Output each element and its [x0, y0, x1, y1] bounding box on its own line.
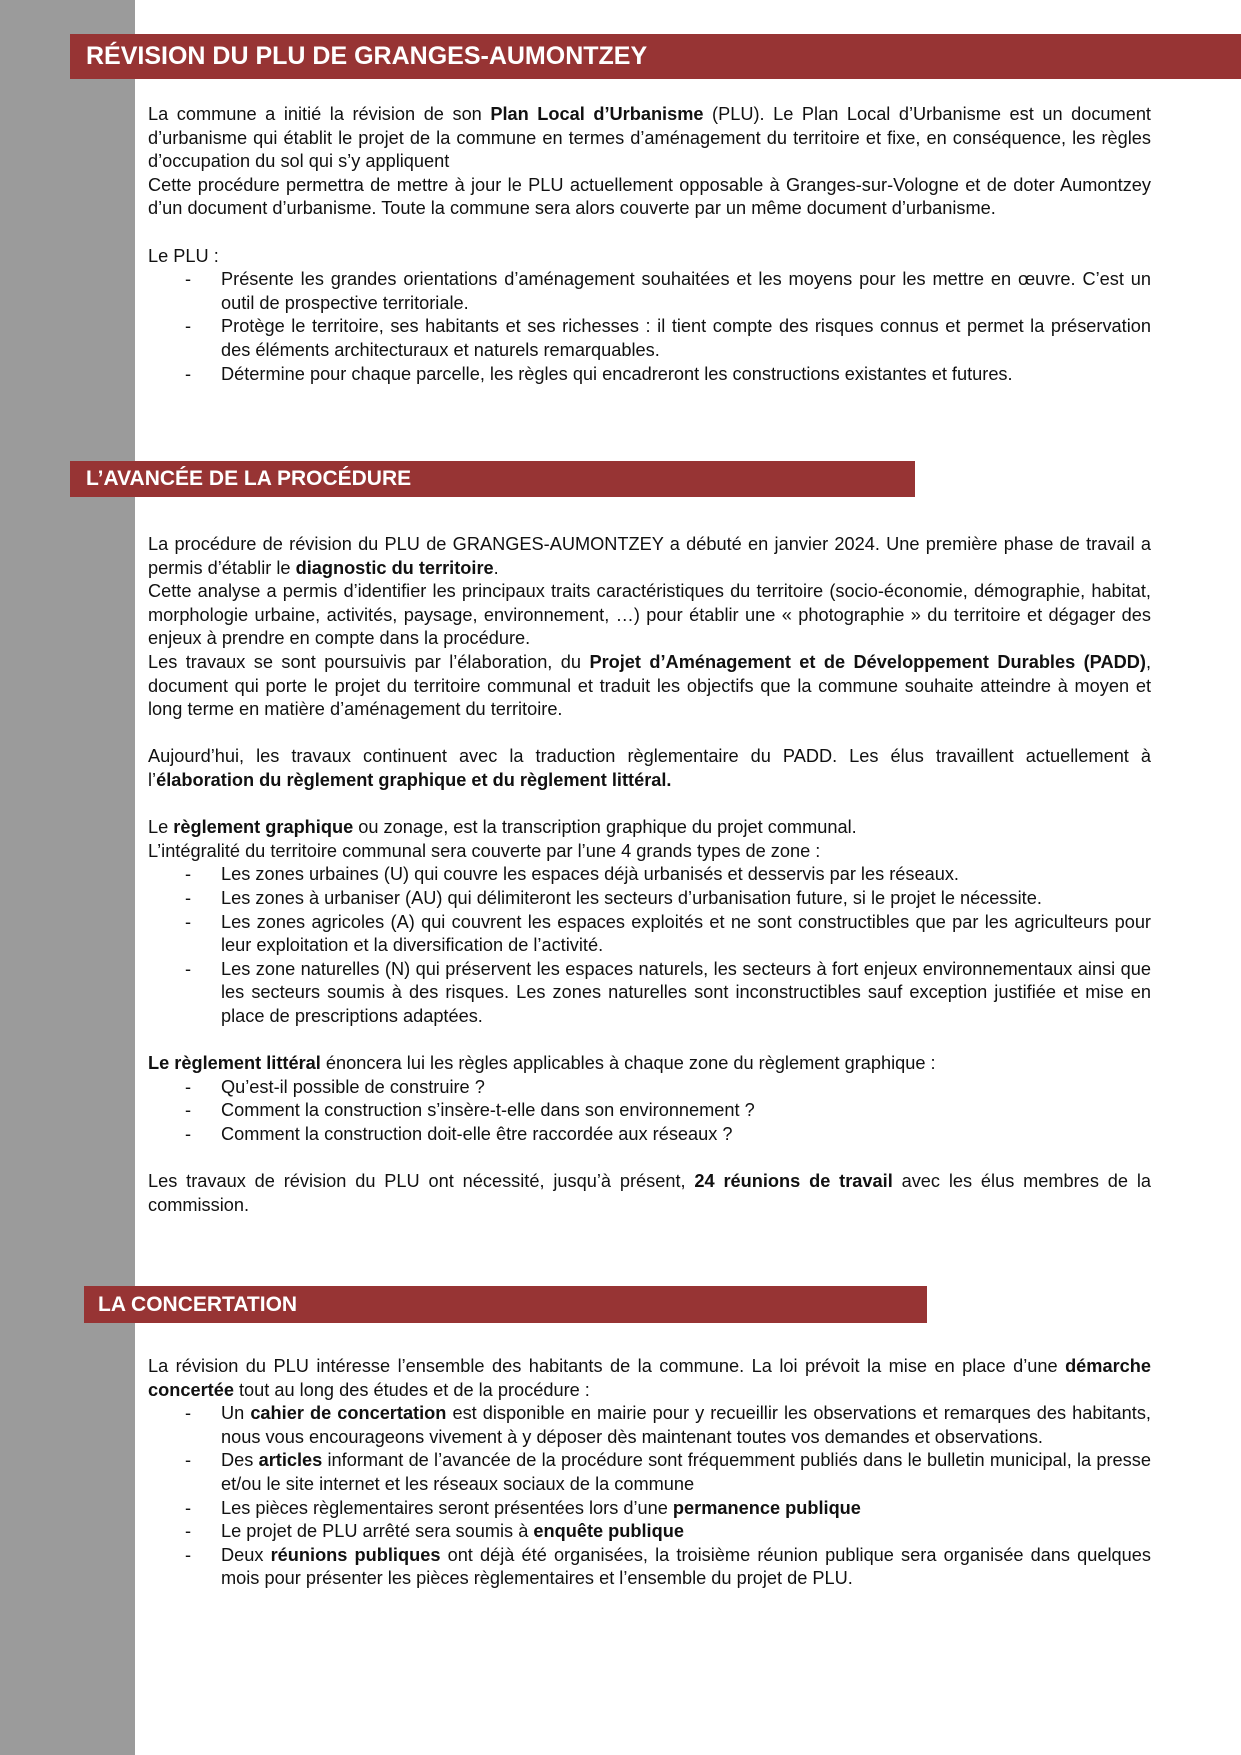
list-item: - Les zone naturelles (N) qui préservent les espaces naturels, les secteurs à fort enjeux environnementaux ainsi que les secteurs soumis à des risques. Les zones naturelles sont inconstructibles sauf exception justifiée et mise en place de prescriptions adaptées.	[148, 958, 1151, 1029]
list-item: - Deux réunions publiques ont déjà été organisées, la troisième réunion publique sera organisée dans quelques mois pour présenter les pièces règlementaires et l’ensemble du projet de PLU.	[148, 1544, 1151, 1591]
concertation-list	[148, 1402, 1151, 1591]
list-item: - Les zones agricoles (A) qui couvrent les espaces exploités et ne sont constructibles que par les agriculteurs pour leur exploitation et la diversification de l’activité.	[148, 911, 1151, 958]
procedure-paragraph-6: L’intégralité du territoire communal sera couverte par l’une 4 grands types de zone :	[148, 840, 821, 861]
procedure-paragraph-3: Les travaux se sont poursuivis par l’élaboration, du Projet d’Aménagement et de Développement Durables (PADD), document qui porte le projet du territoire communal et traduit les objectifs que la commune souhaite atteindre à moyen et long terme en matière d’aménagement du territoire.	[148, 651, 1151, 720]
list-item: - Qu’est-il possible de construire ?	[148, 1076, 1151, 1100]
list-item: - Des articles informant de l’avancée de la procédure sont fréquemment publiés dans le bulletin municipal, la presse et/ou le site internet et les réseaux sociaux de la commune	[148, 1449, 1151, 1496]
section-heading-procedure: L’AVANCÉE DE LA PROCÉDURE	[70, 461, 915, 497]
intro-paragraph-1: La commune a initié la révision de son Plan Local d’Urbanisme (PLU). Le Plan Local d’Urbanisme est un document d’urbanisme qui établit le projet de la commune en termes d’aménagement du territoire et fixe, en conséquence, les règles d’occupation du sol qui s’y appliquent	[148, 104, 1151, 172]
concertation-paragraph-1: La révision du PLU intéresse l’ensemble des habitants de la commune. La loi prévoit la mise en place d’une démarche concertée tout au long des études et de la procédure :	[148, 1356, 1151, 1400]
intro-section	[148, 103, 1151, 386]
procedure-paragraph-4: Aujourd’hui, les travaux continuent avec la traduction règlementaire du PADD. Les élus travaillent actuellement à l’élaboration du règlement graphique et du règlement littéral.	[148, 746, 1151, 790]
left-sidebar-bar	[0, 0, 135, 1755]
zones-list	[148, 863, 1151, 1028]
list-item: - Comment la construction s’insère-t-elle dans son environnement ?	[148, 1099, 1151, 1123]
questions-list	[148, 1076, 1151, 1147]
page-title: RÉVISION DU PLU DE GRANGES-AUMONTZEY	[70, 34, 1241, 79]
procedure-paragraph-2: Cette analyse a permis d’identifier les principaux traits caractéristiques du territoire (socio-économie, démographie, habitat, morphologie urbaine, activités, paysage, environnement, …) pour établir une « photographie » du territoire et dégager des enjeux à prendre en compte dans la procédure.	[148, 581, 1151, 649]
list-item: - Le projet de PLU arrêté sera soumis à enquête publique	[148, 1520, 1151, 1544]
list-item: - Les zones à urbaniser (AU) qui délimiteront les secteurs d’urbanisation future, si le projet le nécessite.	[148, 887, 1151, 911]
plu-list	[148, 268, 1151, 386]
plu-label: Le PLU :	[148, 245, 219, 266]
procedure-paragraph-5: Le règlement graphique ou zonage, est la transcription graphique du projet communal.	[148, 817, 857, 838]
section-heading-concertation: LA CONCERTATION	[84, 1286, 927, 1323]
list-item: - Les pièces règlementaires seront présentées lors d’une permanence publique	[148, 1497, 1151, 1521]
procedure-paragraph-1: La procédure de révision du PLU de GRANGES-AUMONTZEY a débuté en janvier 2024. Une première phase de travail a permis d’établir le diagnostic du territoire.	[148, 534, 1151, 578]
list-item: - Détermine pour chaque parcelle, les règles qui encadreront les constructions existantes et futures.	[148, 363, 1151, 387]
procedure-paragraph-7: Le règlement littéral énoncera lui les règles applicables à chaque zone du règlement graphique :	[148, 1053, 936, 1074]
list-item: - Protège le territoire, ses habitants et ses richesses : il tient compte des risques connus et permet la préservation des éléments architecturaux et naturels remarquables.	[148, 315, 1151, 362]
list-item: - Comment la construction doit-elle être raccordée aux réseaux ?	[148, 1123, 1151, 1147]
procedure-paragraph-8: Les travaux de révision du PLU ont nécessité, jusqu’à présent, 24 réunions de travail avec les élus membres de la commission.	[148, 1171, 1151, 1215]
concertation-section	[148, 1355, 1151, 1591]
intro-paragraph-2: Cette procédure permettra de mettre à jour le PLU actuellement opposable à Granges-sur-Vologne et de doter Aumontzey d’un document d’urbanisme. Toute la commune sera alors couverte par un même document d’urbanisme.	[148, 174, 1151, 219]
list-item: - Un cahier de concertation est disponible en mairie pour y recueillir les observations et remarques des habitants, nous vous encourageons vivement à y déposer dès maintenant toutes vos demandes et observations.	[148, 1402, 1151, 1449]
list-item: - Présente les grandes orientations d’aménagement souhaitées et les moyens pour les mettre en œuvre. C’est un outil de prospective territoriale.	[148, 268, 1151, 315]
procedure-section	[148, 533, 1151, 1217]
list-item: - Les zones urbaines (U) qui couvre les espaces déjà urbanisés et desservis par les réseaux.	[148, 863, 1151, 887]
